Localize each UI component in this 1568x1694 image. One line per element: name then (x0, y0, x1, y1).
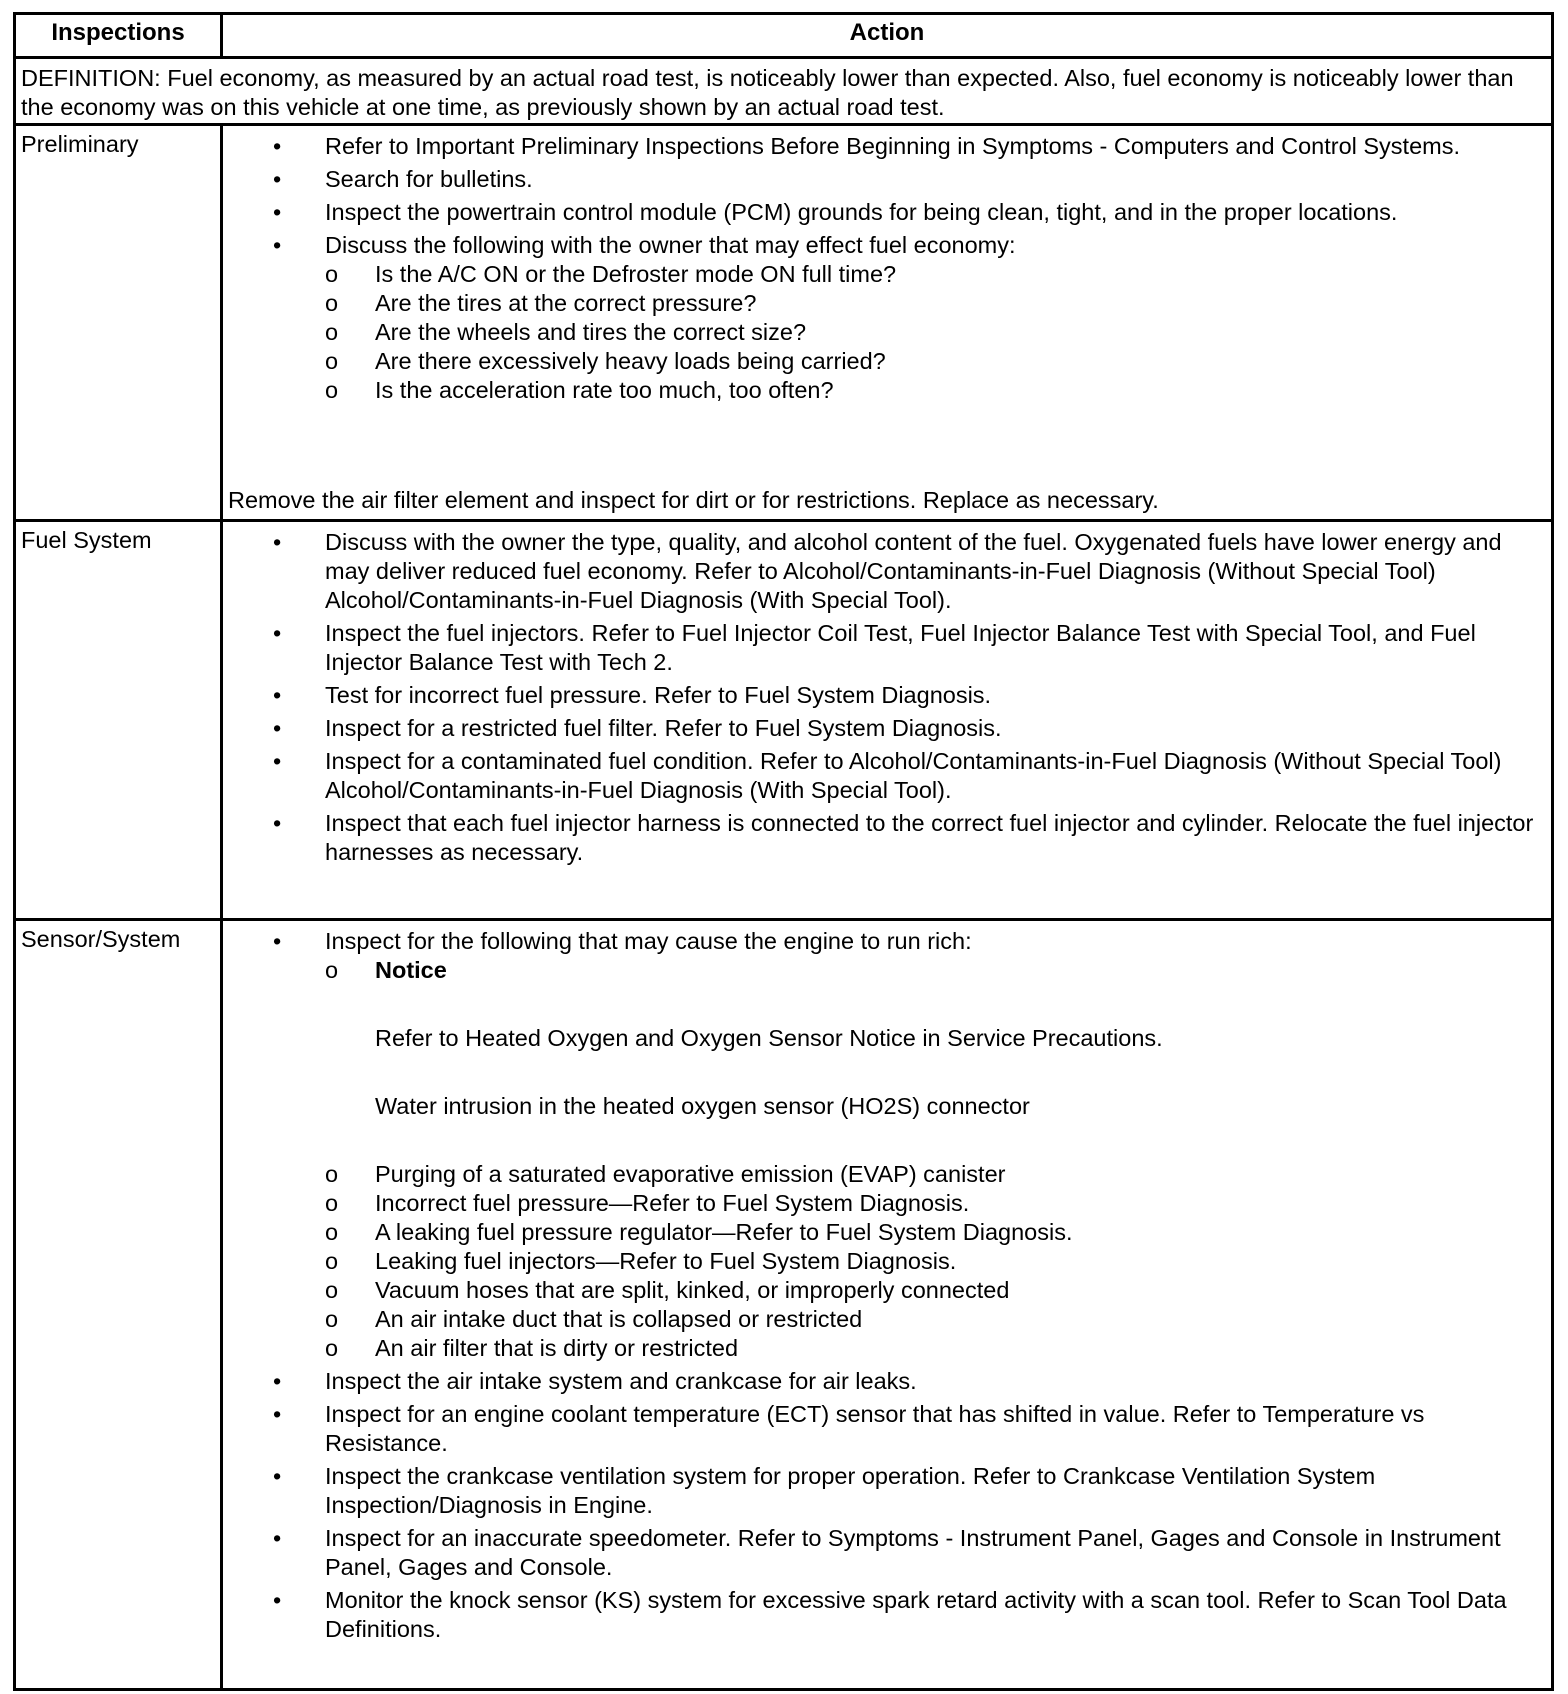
sub-item-text: A leaking fuel pressure regulator—Refer to Fuel System Diagnosis. (375, 1219, 1073, 1245)
sensor-system-list (223, 921, 1551, 1644)
preliminary-sublist (325, 260, 1545, 405)
bullet-icon: • (273, 620, 282, 646)
list-item-text: Inspect the air intake system and crankcase for air leaks. (325, 1368, 917, 1394)
list-item-text: Inspect for a contaminated fuel condition. Refer to Alcohol/Contaminants-in-Fuel Diagnosis (Without Special Tool) Alcohol/Contaminants-in-Fuel Diagnosis (With Special Tool). (325, 748, 1502, 803)
sub-bullet-icon: o (325, 261, 339, 287)
list-item (223, 809, 1545, 867)
notice-extra: Water intrusion in the heated oxygen sensor (HO2S) connector (375, 1093, 1030, 1119)
list-item-text: Inspect for an inaccurate speedometer. Refer to Symptoms - Instrument Panel, Gages and Console in Instrument Panel, Gages and Console. (325, 1525, 1501, 1580)
sub-bullet-icon: o (325, 377, 339, 403)
sub-bullet-icon: o (325, 1248, 339, 1274)
list-item (223, 231, 1545, 405)
sub-list-item (275, 260, 1545, 289)
bullet-icon: • (273, 810, 282, 836)
sensor-system-actions (223, 921, 1551, 1688)
sub-list-item (275, 347, 1545, 376)
sub-item-text: Purging of a saturated evaporative emission (EVAP) canister (375, 1161, 1006, 1187)
list-item (223, 198, 1545, 227)
sub-list-item (275, 318, 1545, 347)
sensor-system-label: Sensor/System (21, 926, 181, 952)
list-item (223, 165, 1545, 194)
sub-bullet-icon: o (325, 1161, 339, 1187)
list-item-text: Monitor the knock sensor (KS) system for excessive spark retard activity with a scan tool. Refer to Scan Tool Data Definitions. (325, 1587, 1507, 1642)
header-action: Action (849, 19, 925, 46)
table-header-row (16, 15, 1551, 59)
list-item-text: Inspect for an engine coolant temperature (ECT) sensor that has shifted in value. Refer to Temperature vs Resistance. (325, 1401, 1425, 1456)
sub-bullet-icon: o (325, 290, 339, 316)
sub-list-item (275, 376, 1545, 405)
preliminary-actions (223, 126, 1551, 519)
notice-text: Refer to Heated Oxygen and Oxygen Sensor Notice in Service Precautions. (375, 1025, 1163, 1051)
sub-bullet-icon: o (325, 1190, 339, 1216)
sensor-system-label-cell (16, 921, 223, 1688)
list-item (223, 619, 1545, 677)
bullet-icon: • (273, 1401, 282, 1427)
sub-list-item (275, 1276, 1545, 1305)
list-item (223, 528, 1545, 615)
preliminary-label: Preliminary (21, 131, 139, 157)
header-inspections: Inspections (16, 15, 223, 56)
list-item-text: Inspect for a restricted fuel filter. Refer to Fuel System Diagnosis. (325, 715, 1002, 741)
sub-list-item (275, 1160, 1545, 1189)
bullet-icon: • (273, 1525, 282, 1551)
list-item-text: Inspect the fuel injectors. Refer to Fuel Injector Coil Test, Fuel Injector Balance Test with Special Tool, and Fuel Injector Balance Test with Tech 2. (325, 620, 1476, 675)
fuel-system-label-cell (16, 522, 223, 918)
sub-list-item (275, 1334, 1545, 1363)
diagnostic-table (13, 12, 1554, 1691)
list-item (223, 1524, 1545, 1582)
sub-list-item (275, 1189, 1545, 1218)
list-item (223, 927, 1545, 1363)
preliminary-row (16, 126, 1551, 522)
sub-item-text: Are the wheels and tires the correct size? (375, 319, 807, 345)
preliminary-label-cell (16, 126, 223, 519)
list-item (223, 1462, 1545, 1520)
sub-list-item (275, 1218, 1545, 1247)
fuel-system-row (16, 522, 1551, 921)
bullet-icon: • (273, 1587, 282, 1613)
bullet-icon: • (273, 166, 282, 192)
sub-list-item (275, 289, 1545, 318)
list-item (223, 1367, 1545, 1396)
list-item-text: Inspect for the following that may cause the engine to run rich: (325, 928, 972, 954)
list-item-text: Inspect the crankcase ventilation system for proper operation. Refer to Crankcase Ventilation System Inspection/Diagnosis in Engine. (325, 1463, 1376, 1518)
list-item (223, 681, 1545, 710)
sub-bullet-icon: o (325, 1277, 339, 1303)
bullet-icon: • (273, 1463, 282, 1489)
list-item (223, 1586, 1545, 1644)
bullet-icon: • (273, 529, 282, 555)
bullet-icon: • (273, 133, 282, 159)
bullet-icon: • (273, 232, 282, 258)
sub-item-text: An air filter that is dirty or restricted (375, 1335, 739, 1361)
sub-bullet-icon: o (325, 348, 339, 374)
sub-bullet-icon: o (325, 957, 339, 983)
list-item-text: Refer to Important Preliminary Inspections Before Beginning in Symptoms - Computers and Control Systems. (325, 133, 1461, 159)
definition-text: DEFINITION: Fuel economy, as measured by an actual road test, is noticeably lower than expected. Also, fuel economy is noticeably lower than the economy was on this vehicle at one time, as previously shown by an actual road test. (21, 65, 1514, 120)
sub-bullet-icon: o (325, 1306, 339, 1332)
fuel-system-actions (223, 522, 1551, 918)
list-item-text: Inspect the powertrain control module (PCM) grounds for being clean, tight, and in the proper locations. (325, 199, 1398, 225)
list-item (223, 747, 1545, 805)
sub-item-text: Leaking fuel injectors—Refer to Fuel System Diagnosis. (375, 1248, 957, 1274)
sub-item-text: Are there excessively heavy loads being carried? (375, 348, 886, 374)
sensor-system-row (16, 921, 1551, 1688)
bullet-icon: • (273, 928, 282, 954)
list-item (223, 132, 1545, 161)
sub-item-text: Is the A/C ON or the Defroster mode ON full time? (375, 261, 897, 287)
sub-item-text: Vacuum hoses that are split, kinked, or improperly connected (375, 1277, 1010, 1303)
sub-list-item (275, 1305, 1545, 1334)
list-item-text: Test for incorrect fuel pressure. Refer to Fuel System Diagnosis. (325, 682, 992, 708)
sub-bullet-icon: o (325, 1219, 339, 1245)
bullet-icon: • (273, 199, 282, 225)
notice-title: Notice (375, 957, 447, 983)
list-item-text: Inspect that each fuel injector harness is connected to the correct fuel injector and cylinder. Relocate the fuel injector harnesses as necessary. (325, 810, 1534, 865)
sub-list-item (275, 1247, 1545, 1276)
sub-bullet-icon: o (325, 1335, 339, 1361)
list-item-text: Discuss with the owner the type, quality, and alcohol content of the fuel. Oxygenated fuels have lower energy and may deliver reduced fuel economy. Refer to Alcohol/Contaminants-in-Fuel Diagnosis (Without Special Tool) Alcohol/Contaminants-in-Fuel Diagnosis (With Special Tool). (325, 529, 1502, 613)
sensor-sublist (325, 956, 1545, 1363)
fuel-system-label: Fuel System (21, 527, 152, 553)
bullet-icon: • (273, 715, 282, 741)
bullet-icon: • (273, 1368, 282, 1394)
list-item-text: Search for bulletins. (325, 166, 533, 192)
list-item (223, 1400, 1545, 1458)
sub-item-text: An air intake duct that is collapsed or restricted (375, 1306, 863, 1332)
notice-item (275, 956, 1545, 1121)
fuel-system-list (223, 522, 1551, 867)
sub-item-text: Is the acceleration rate too much, too often? (375, 377, 834, 403)
sub-bullet-icon: o (325, 319, 339, 345)
preliminary-list (223, 126, 1551, 405)
bullet-icon: • (273, 748, 282, 774)
preliminary-tail-note: Remove the air filter element and inspect for dirt or for restrictions. Replace as necessary. (228, 487, 1159, 513)
list-item (223, 714, 1545, 743)
bullet-icon: • (273, 682, 282, 708)
definition-row (16, 59, 1551, 126)
list-item-text: Discuss the following with the owner that may effect fuel economy: (325, 232, 1016, 258)
sub-item-text: Are the tires at the correct pressure? (375, 290, 757, 316)
sub-item-text: Incorrect fuel pressure—Refer to Fuel System Diagnosis. (375, 1190, 970, 1216)
